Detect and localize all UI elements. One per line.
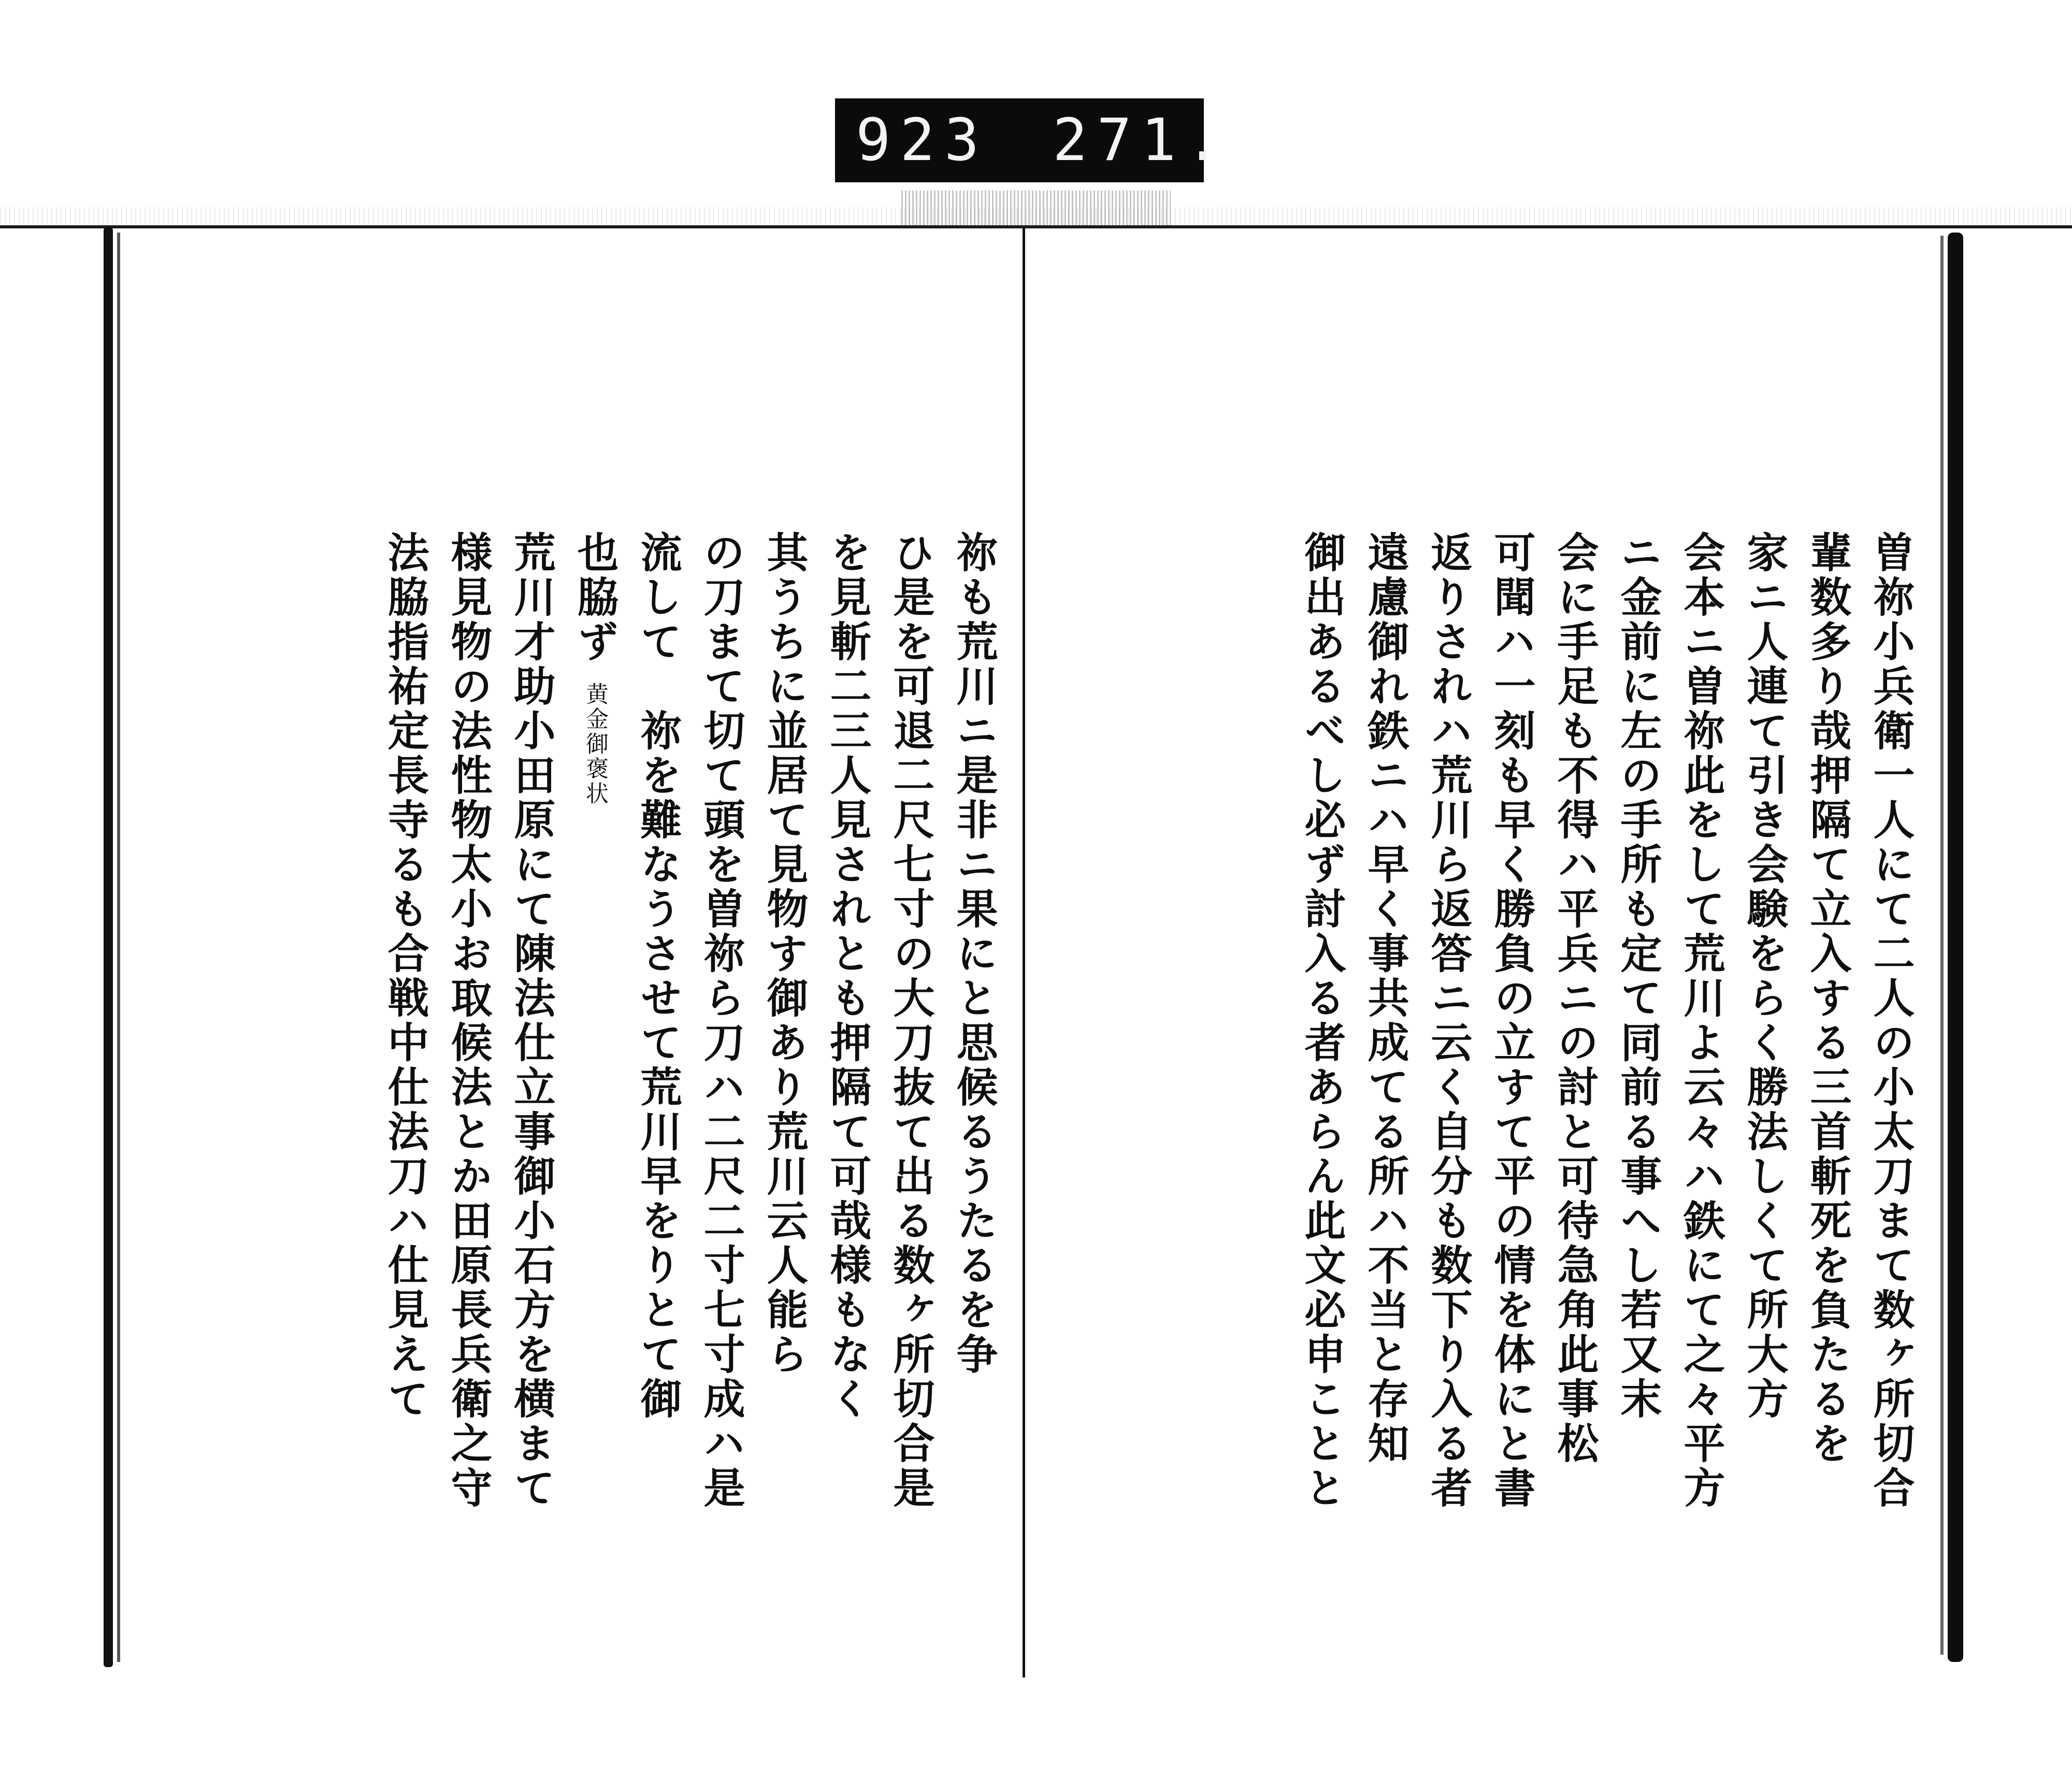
text-column: 可聞ハ一刻も早く勝負の立すて平の情を体にと書 <box>1487 531 1536 1511</box>
text-column: 輩数多り哉押隔て立入する三首斬死を負たるを <box>1803 531 1852 1466</box>
right-book-edge <box>1948 233 1963 1662</box>
text-column: の刀まて切て頭を曽祢ら刀ハ二尺二寸七寸成ハ是 <box>697 531 745 1511</box>
text-column-main: 也脇ず <box>570 531 619 664</box>
left-book-edge-inner <box>117 233 120 1662</box>
right-page <box>1036 220 1917 1670</box>
book-gutter <box>1023 227 1025 1677</box>
text-column: 家ニ人連て引き会験をらく勝法しくて所大方 <box>1740 531 1789 1422</box>
text-column: 其うちに並居て見物す御あり荒川云人能ら <box>760 531 809 1377</box>
text-column-with-note <box>569 531 621 1515</box>
text-column: を見斬二三人見されとも押隔て可哉様もなく <box>823 531 872 1422</box>
text-column: 祢も荒川ニ是非ニ果にと思候るうたるを争 <box>949 531 998 1377</box>
text-column: 御出あるべし必ず討入る者あらん此文必申ことと <box>1298 531 1346 1511</box>
text-column: 曽祢小兵衛一人にて二人の小太刀まて数ヶ所切合 <box>1866 531 1915 1511</box>
right-page-text <box>1114 531 1917 1546</box>
text-column: 遠慮御れ鉄ニハ早く事共成てる所ハ不当と存知 <box>1361 531 1409 1466</box>
archive-stamp <box>835 98 1230 182</box>
left-book-edge <box>104 227 113 1667</box>
stamp-right-number: 271. <box>1053 107 1230 174</box>
text-column: ひ是を可退二尺七寸の大刀抜て出る数ヶ所切合是 <box>886 531 935 1511</box>
left-page <box>135 220 1015 1670</box>
text-column: 法脇指祐定長寺るも合戦中仕法刀ハ仕見えて <box>381 531 429 1422</box>
open-book <box>93 220 1979 1670</box>
text-column: ニ金前に左の手所も定て同前る事へし若又末 <box>1614 531 1662 1422</box>
text-column: 荒川才助小田原にて陳法仕立事御小石方を横まて <box>507 531 556 1511</box>
text-column: 流して 祢を難なうさせて荒川早をりとて御 <box>634 531 682 1422</box>
left-page-text <box>212 531 1000 1546</box>
text-column: 返りされハ荒川ら返答ニ云く自分も数下り入る者 <box>1424 531 1473 1511</box>
text-column: 会本ニ曽祢此をして荒川よ云々ハ鉄にて之々平方 <box>1677 531 1725 1511</box>
stamp-left-number: 923 <box>856 107 989 174</box>
annotation-note: 黄金御褒状 <box>582 682 608 806</box>
text-column: 様見物の法性物太小お取候法とか田原長兵衛之守 <box>444 531 493 1511</box>
right-book-edge-inner <box>1940 236 1944 1655</box>
text-column: 会に手足も不得ハ平兵ニの討と可待急角此事松 <box>1550 531 1599 1466</box>
